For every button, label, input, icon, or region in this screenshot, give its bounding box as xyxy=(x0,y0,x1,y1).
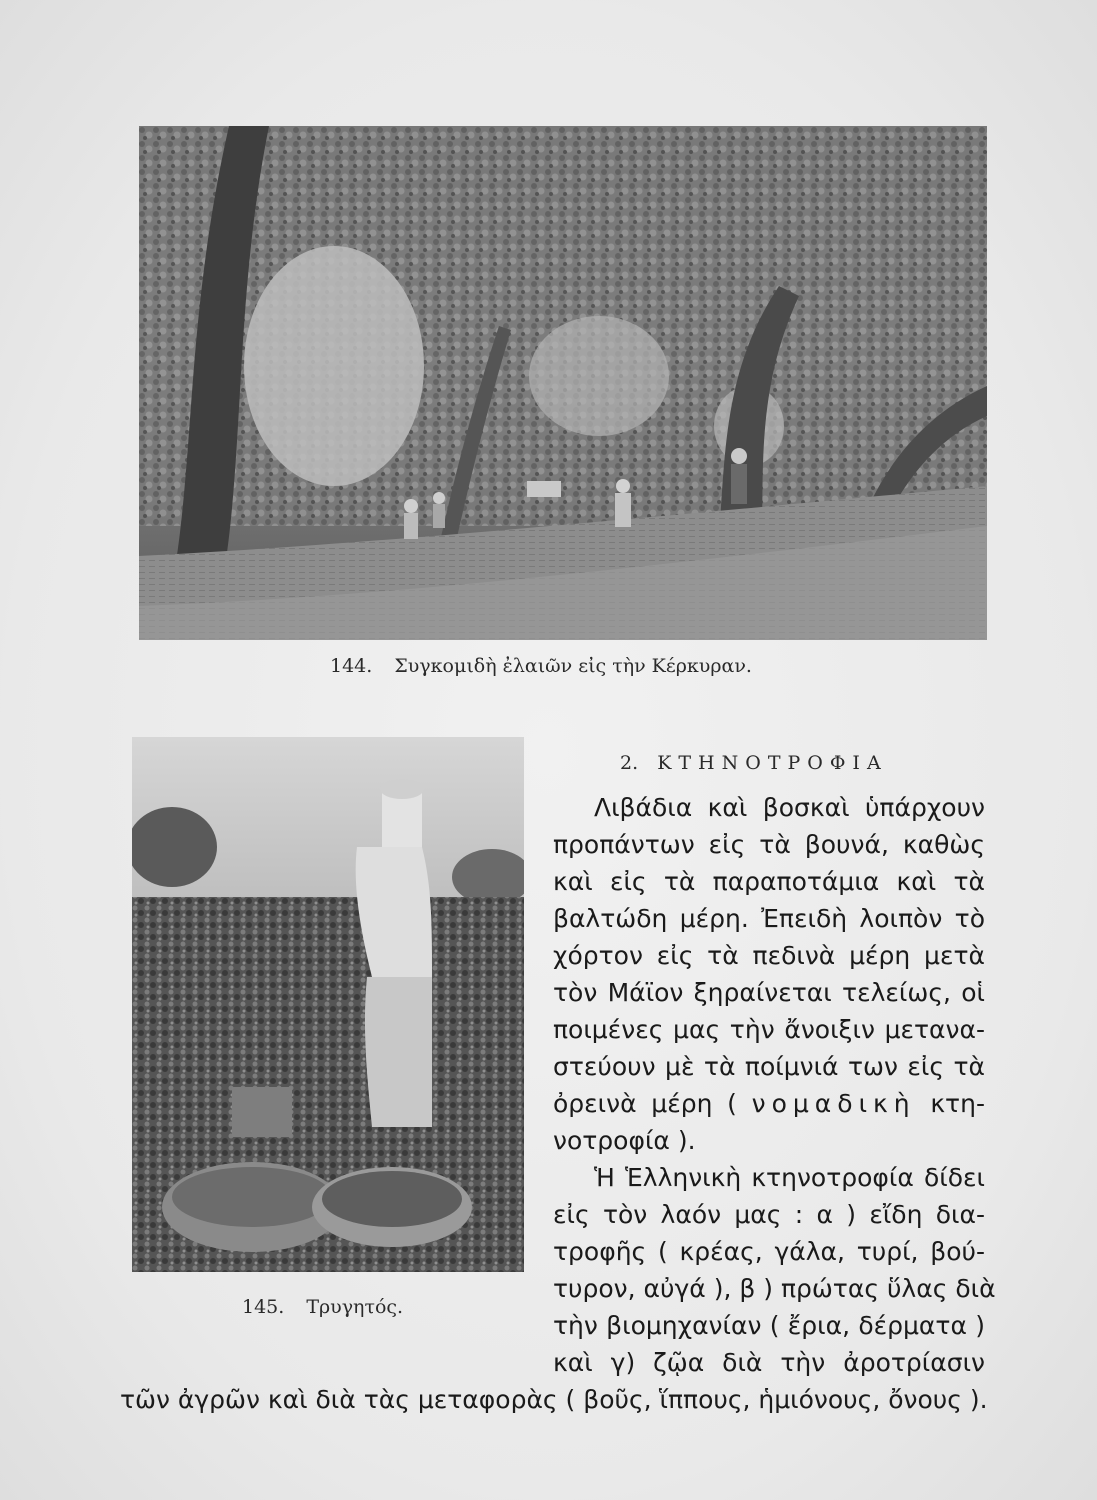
olive-harvest-photo xyxy=(139,126,987,640)
section-title: ΚΤΗΝΟΤΡΟΦΙΑ xyxy=(657,752,888,774)
paragraph-1-line: καὶ εἰς τὰ παραποτάμια καὶ τὰ xyxy=(553,867,985,896)
paragraph-1-line: ποιμένες μας τὴν ἄνοιξιν μετανα- xyxy=(553,1015,985,1044)
nomadic-emphasis: νομαδικὴ xyxy=(751,1089,916,1118)
paragraph-2-line: τυρον, αὐγά ), β ) πρώτας ὕλας διὰ xyxy=(553,1274,996,1303)
figure-144-text: Συγκομιδὴ ἐλαιῶν εἰς τὴν Κέρκυραν. xyxy=(394,655,752,677)
paragraph-1-last-line: νοτροφία ). xyxy=(553,1126,696,1155)
section-heading xyxy=(620,752,888,774)
paragraph-1-line: βαλτώδη μέρη. Ἐπειδὴ λοιπὸν τὸ xyxy=(553,904,985,933)
paragraph-2-line: καὶ γ) ζῷα διὰ τὴν ἀροτρίασιν xyxy=(553,1348,985,1377)
paragraph-1-line-with-emphasis xyxy=(553,1091,985,1116)
paragraph-1-line-9-start: ὀρεινὰ μέρη ( xyxy=(553,1089,737,1118)
grape-harvest-photo xyxy=(132,737,524,1272)
paragraph-2-line: τὴν βιομηχανίαν ( ἔρια, δέρματα ) xyxy=(553,1311,985,1340)
paragraph-1-line: τὸν Μάϊον ξηραίνεται τελείως, οἱ xyxy=(553,978,985,1007)
paragraph-1-line: χόρτον εἰς τὰ πεδινὰ μέρη μετὰ xyxy=(553,941,985,970)
figure-145-caption xyxy=(242,1296,403,1318)
paragraph-1-line: στεύουν μὲ τὰ ποίμνιά των εἰς τὰ xyxy=(553,1052,985,1081)
figure-145-number: 145. xyxy=(242,1296,285,1318)
paragraph-1-line: Λιβάδια καὶ βοσκαὶ ὑπάρχουν xyxy=(594,793,985,822)
figure-144-number: 144. xyxy=(330,655,373,677)
figure-145-text: Τρυγητός. xyxy=(306,1296,404,1318)
paragraph-2-line: εἰς τὸν λαόν μας : α ) εἴδη δια- xyxy=(553,1200,985,1229)
paragraph-2-line: Ἡ Ἑλληνικὴ κτηνοτροφία δίδει xyxy=(594,1163,985,1192)
paragraph-2-full-width-line: τῶν ἀγρῶν καὶ διὰ τὰς μεταφορὰς ( βοῦς, ἵππους, ἡμιόνους, ὄνους ). xyxy=(120,1385,988,1414)
paragraph-1-line: προπάντων εἰς τὰ βουνά, καθὼς xyxy=(553,830,985,859)
section-number: 2. xyxy=(620,752,639,774)
paragraph-1-line-9-end: κτη- xyxy=(930,1089,985,1118)
paragraph-2-line: τροφῆς ( κρέας, γάλα, τυρί, βού- xyxy=(553,1237,985,1266)
figure-144-caption xyxy=(330,655,752,677)
